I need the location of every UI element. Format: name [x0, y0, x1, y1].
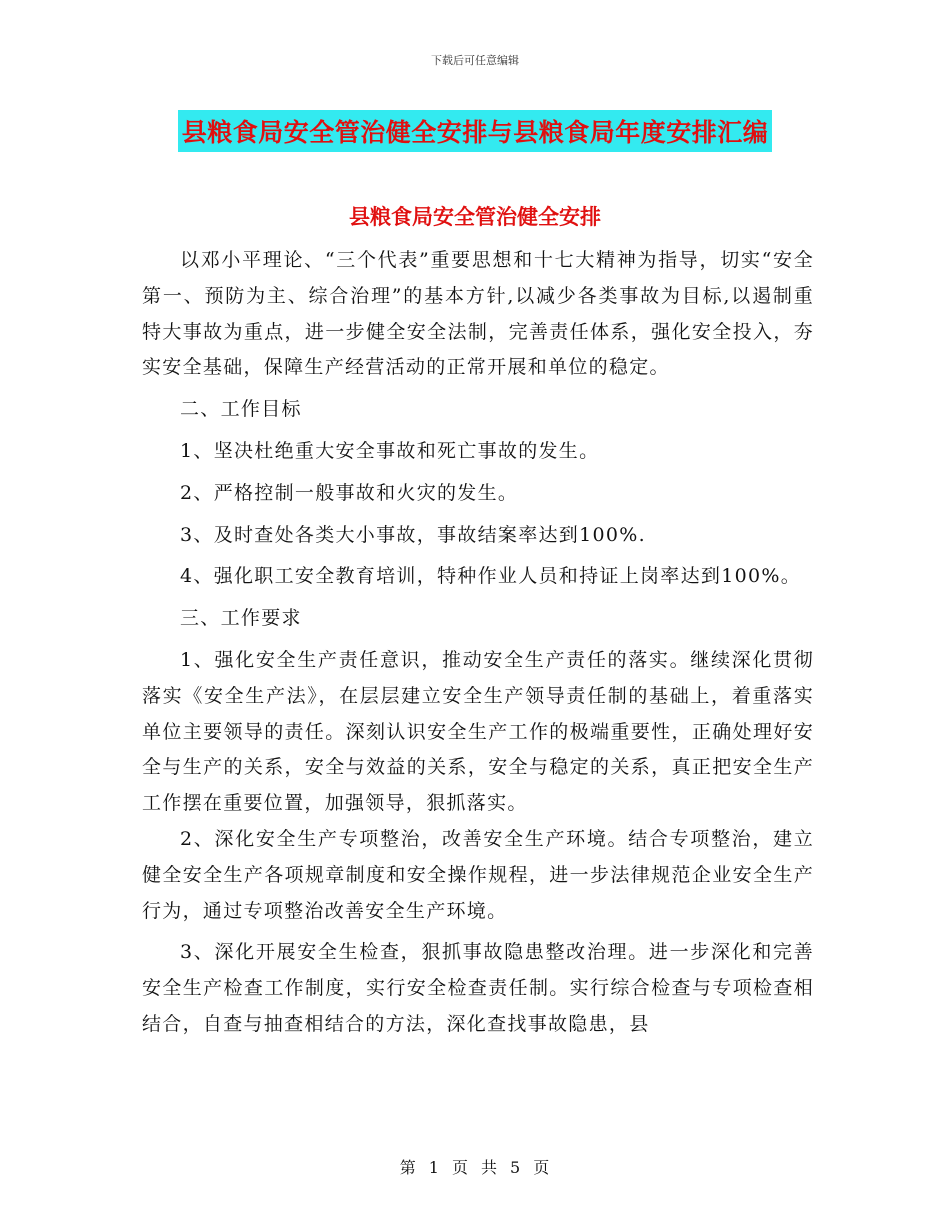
goal-item-4: 4、强化职工安全教育培训，特种作业人员和持证上岗率达到100%。 — [180, 565, 802, 588]
heading-work-goals: 二、工作目标 — [180, 398, 302, 421]
header-note: 下载后可任意编辑 — [431, 54, 519, 67]
page-label-prefix: 第 — [399, 1158, 417, 1177]
requirement-item-1: 1、强化安全生产责任意识，推动安全生产责任的落实。继续深化贯彻落实《安全生产法》，在层层建立安全生产领导责任制的基础上，着重落实单位主要领导的责任。深刻认识安全生产工作的极端重要性，正确处理好安全与生产的关系，安全与效益的关系，安全与稳定的关系，真正把安全生产工作摆在重要位置，加强领导，狠抓落实。 — [142, 648, 814, 815]
total-pages: 5 — [510, 1158, 522, 1177]
page-number: 1 — [428, 1158, 440, 1177]
goal-item-1: 1、坚决杜绝重大安全事故和死亡事故的发生。 — [180, 439, 600, 462]
heading-work-requirements: 三、工作要求 — [180, 607, 302, 630]
requirement-item-3: 3、深化开展安全生检查，狠抓事故隐患整改治理。进一步深化和完善安全生产检查工作制度，实行安全检查责任制。实行综合检查与专项检查相结合，自查与抽查相结合的方法，深化查找事故隐患，县 — [142, 941, 814, 1035]
page-label-mid: 页 — [451, 1158, 469, 1177]
goal-item-3: 3、及时查处各类大小事故，事故结案率达到100%. — [180, 523, 646, 546]
document-title: 县粮食局安全管治健全安排与县粮食局年度安排汇编 — [178, 110, 773, 152]
total-label: 共 — [481, 1158, 499, 1177]
document-title-wrap — [0, 110, 950, 152]
requirement-item-2: 2、深化安全生产专项整治，改善安全生产环境。结合专项整治，建立健全安全生产各项规章制度和安全操作规程，进一步法律规范企业安全生产行为，通过专项整治改善安全生产环境。 — [142, 827, 814, 922]
document-body — [142, 243, 814, 1043]
page-label-suffix: 页 — [533, 1158, 551, 1177]
section-title: 县粮食局安全管治健全安排 — [349, 205, 601, 229]
paragraph-intro: 以邓小平理论、“三个代表”重要思想和十七大精神为指导，切实“安全第一、预防为主、综合治理”的基本方针,以减少各类事故为目标,以遏制重特大事故为重点，进一步健全安全法制，完善责任体系，强化安全投入，夯实安全基础，保障生产经营活动的正常开展和单位的稳定。 — [142, 249, 814, 379]
goal-item-2: 2、严格控制一般事故和火灾的发生。 — [180, 481, 519, 504]
page-footer — [0, 1155, 950, 1178]
